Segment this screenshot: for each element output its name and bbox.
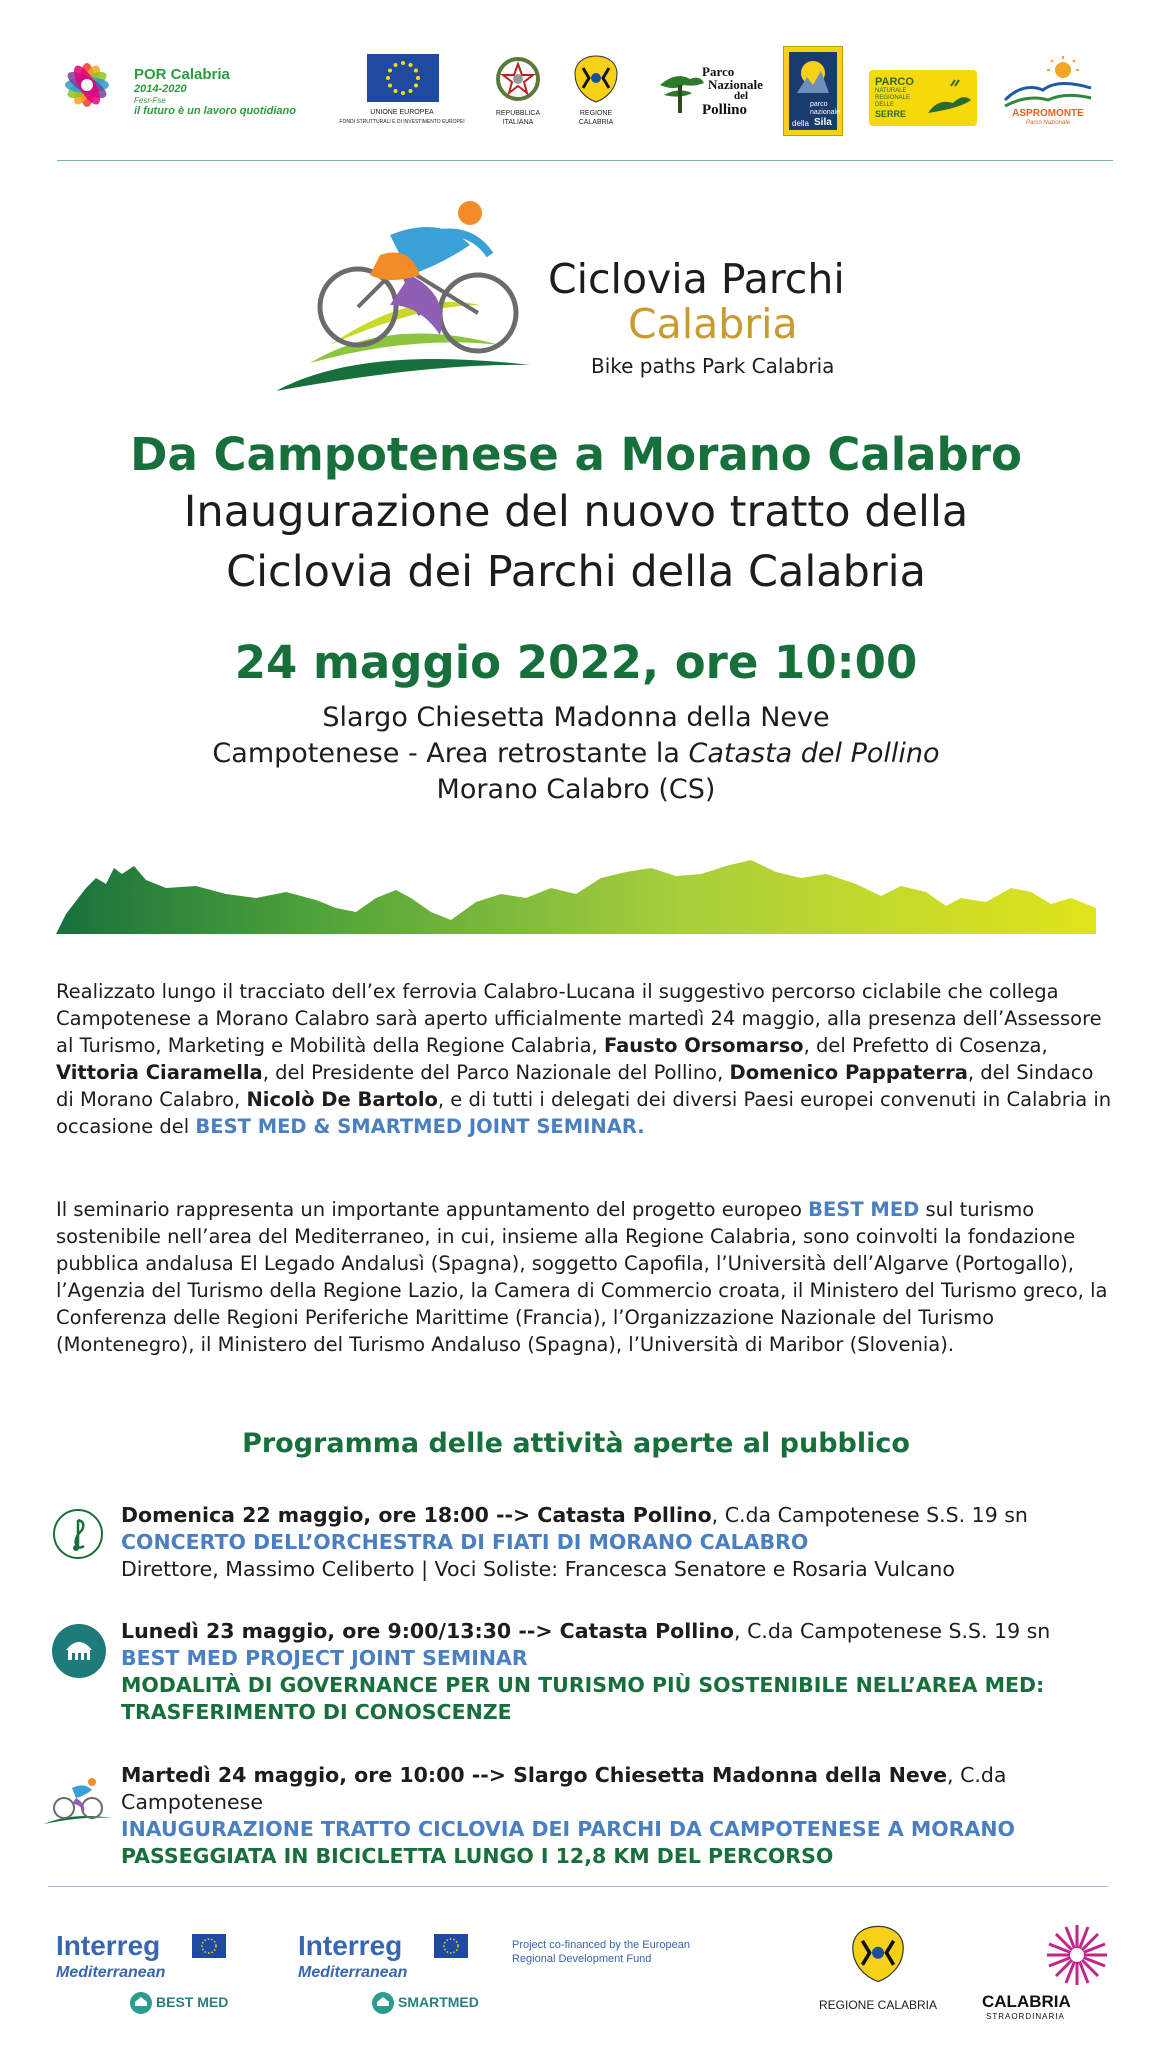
serre-logo — [869, 70, 977, 126]
regione-footer-shield-icon — [850, 1924, 906, 1984]
location-line2-text: Campotenese - Area retrostante la — [212, 738, 689, 769]
intro-paragraph — [56, 978, 1116, 1140]
p1-name-pappaterra: Domenico Pappaterra — [729, 1061, 968, 1084]
p2-bestmed-highlight: BEST MED — [808, 1198, 920, 1221]
aspromonte-sub: Parco Nazionale — [1025, 120, 1071, 126]
eu-sub: FONDI STRUTTURALI E DI INVESTIMENTO EUROPEI — [339, 119, 465, 125]
interreg-bestmed-logo — [56, 1930, 246, 2020]
pollino-line4: Pollino — [702, 102, 748, 118]
serre-line3: REGIONALE — [875, 95, 911, 101]
page-title: Da Campotenese a Morano Calabro — [130, 428, 1022, 481]
location-line2 — [0, 736, 1152, 772]
pollino-logo — [656, 60, 766, 130]
title-sub2: Ciclovia dei Parchi della Calabria — [226, 547, 926, 597]
repubblica-logo — [488, 54, 548, 134]
event-1-address: , C.da Campotenese S.S. 19 sn — [711, 1503, 1028, 1527]
event-item-1 — [121, 1502, 1121, 1583]
por-title: POR Calabria — [134, 66, 230, 83]
p1-text5: , e di tutti i delegati dei diversi Paesi europei convenuti in Calabria in occasione del — [56, 1088, 1112, 1138]
bestmed-icon — [130, 1992, 152, 2014]
interreg-smartmed-logo — [298, 1930, 498, 2020]
serre-deer-icon — [923, 78, 973, 118]
title-sub1: Inaugurazione del nuovo tratto della — [183, 487, 969, 537]
cyclist-icon — [42, 1774, 114, 1826]
p1-text2: , del Prefetto di Cosenza, — [803, 1034, 1048, 1057]
p1-text3: , del Presidente del Parco Nazionale del Pollino, — [262, 1061, 730, 1084]
event-2-address: , C.da Campotenese S.S. 19 sn — [734, 1619, 1051, 1643]
p1-seminar-highlight: BEST MED & SMARTMED JOINT SEMINAR. — [195, 1115, 645, 1138]
interreg1-project: BEST MED — [156, 1994, 229, 2010]
mountain-silhouette — [56, 858, 1096, 934]
por-years: 2014-2020 — [134, 83, 187, 95]
location-line2-italic: Catasta del Pollino — [688, 738, 940, 769]
sila-line3: della — [792, 119, 809, 128]
pollino-line1: Parco — [702, 64, 735, 79]
regione-logo — [566, 54, 626, 134]
event-1-datetime: Domenica 22 maggio, ore 18:00 --> Catasta Pollino — [121, 1503, 712, 1527]
pine-tree-icon — [656, 65, 706, 115]
interreg2-region: Mediterranean — [298, 1964, 408, 1981]
event-3-datetime: Martedì 24 maggio, ore 10:00 --> Slargo Chiesetta Madonna della Neve — [121, 1763, 948, 1787]
p1-name-ciaramella: Vittoria Ciaramella — [56, 1061, 263, 1084]
pollino-line3: del — [734, 90, 749, 102]
aspromonte-logo — [1003, 56, 1093, 136]
header-logos — [0, 40, 1152, 140]
regione-shield-icon — [573, 54, 619, 104]
aspromonte-sun-icon — [1003, 56, 1093, 108]
p2-text1: Il seminario rappresenta un importante appuntamento del progetto europeo — [56, 1198, 809, 1221]
por-slogan: il futuro è un lavoro quotidiano — [134, 105, 296, 117]
eu-logo — [332, 54, 472, 134]
cyclist-logo-icon — [270, 195, 540, 395]
interreg1-name: Interreg — [56, 1930, 161, 1961]
smartmed-icon — [372, 1992, 394, 2014]
event-1-details: Direttore, Massimo Celiberto | Voci Soliste: Francesca Senatore e Rosaria Vulcano — [121, 1557, 955, 1581]
interreg1-eu-flag-icon — [192, 1934, 226, 1958]
interreg2-name: Interreg — [298, 1930, 403, 1961]
seminar-paragraph — [56, 1196, 1116, 1358]
event-date: 24 maggio 2022, ore 10:00 — [234, 636, 918, 689]
sila-logo — [783, 46, 843, 136]
cofinanced-note: Project co-financed by the European Regional Development Fund — [512, 1939, 690, 1965]
repubblica-emblem-icon — [493, 54, 543, 104]
regione-calabria-footer-logo — [818, 1924, 938, 2024]
calabria-flower-icon — [1044, 1922, 1110, 1988]
event-3-heading — [121, 1762, 1121, 1816]
sila-line2: nazionale — [810, 109, 840, 116]
p1-name-orsomarso: Fausto Orsomarso — [603, 1034, 804, 1057]
event-1-title: CONCERTO DELL’ORCHESTRA DI FIATI DI MORANO CALABRO — [121, 1530, 809, 1554]
brand-line3: Bike paths Park Calabria — [591, 354, 835, 378]
calabria-line1: CALABRIA — [982, 1992, 1071, 2011]
building-icon — [52, 1624, 106, 1678]
brand-line1: Ciclovia Parchi — [548, 255, 845, 303]
event-2-heading — [121, 1618, 1121, 1645]
sila-moon-icon — [793, 55, 833, 95]
serre-line4: DELLE — [875, 102, 895, 108]
p1-text4: , del Sindaco di Morano Calabro, — [56, 1061, 1094, 1111]
por-calabria-logo — [52, 50, 322, 120]
event-1-heading — [121, 1502, 1121, 1529]
music-note-icon — [52, 1508, 104, 1560]
aspromonte-label: ASPROMONTE — [1012, 108, 1084, 119]
interreg2-eu-flag-icon — [434, 1934, 468, 1958]
regione-label: REGIONE CALABRIA — [578, 110, 614, 126]
location-line1: Slargo Chiesetta Madonna della Neve — [322, 702, 830, 733]
p1-name-debartolo: Nicolò De Bartolo — [246, 1088, 438, 1111]
repubblica-label: REPUBBLICA ITALIANA — [495, 110, 541, 126]
event-item-2 — [121, 1618, 1121, 1726]
header-divider — [57, 160, 1113, 161]
event-item-3 — [121, 1762, 1121, 1870]
por-flower-icon — [52, 50, 122, 120]
event-2-subtitle-2: TRASFERIMENTO DI CONOSCENZE — [121, 1700, 512, 1724]
brand-line2: Calabria — [628, 300, 798, 348]
eu-label: UNIONE EUROPEA — [370, 109, 434, 116]
por-fund: Fesr-Fse — [134, 96, 166, 105]
p1-text1: Realizzato lungo il tracciato dell’ex ferrovia Calabro-Lucana il suggestivo percorso ciclabile che collega Campotenese a Morano Calabro sarà aperto ufficialmente martedì 24 maggio, alla presenza dell’Assessore al Turismo, Marketing e Mobilità della Regione Calabria, — [56, 980, 1102, 1057]
event-3-subtitle: PASSEGGIATA IN BICICLETTA LUNGO I 12,8 KM DEL PERCORSO — [121, 1844, 834, 1868]
sila-line4: Sila — [814, 117, 832, 128]
event-2-title: BEST MED PROJECT JOINT SEMINAR — [121, 1646, 528, 1670]
program-title: Programma delle attività aperte al pubblico — [242, 1428, 910, 1459]
serre-line1: PARCO — [875, 76, 914, 88]
calabria-straordinaria-logo — [980, 1922, 1120, 2026]
event-3-address: , C.da Campotenese — [121, 1763, 1007, 1814]
interreg2-project: SMARTMED — [398, 1994, 479, 2010]
event-3-title: INAUGURAZIONE TRATTO CICLOVIA DEI PARCHI DA CAMPOTENESE A MORANO — [121, 1817, 1015, 1841]
location-line3: Morano Calabro (CS) — [436, 774, 716, 805]
eu-flag-icon — [367, 54, 439, 102]
sila-line1: parco — [810, 101, 828, 108]
serre-line5: SERRE — [875, 109, 907, 119]
footer-divider — [48, 1886, 1108, 1887]
event-2-subtitle: MODALITÀ DI GOVERNANCE PER UN TURISMO PIÙ SOSTENIBILE NELL’AREA MED: — [121, 1673, 1045, 1697]
interreg1-region: Mediterranean — [56, 1964, 166, 1981]
p2-text2: sul turismo sostenibile nell’area del Mediterraneo, in cui, insieme alla Regione Calabria, sono coinvolti la fondazione pubblica andalusa El Legado Andalusì (Spagna), soggetto Capofila, l’Università dell’Algarve (Portogallo), l’Agenzia del Turismo della Regione Lazio, la Camera di Commercio croata, il Ministero del Turismo greco, la Conferenza delle Regioni Periferiche Marittime (Francia), l’Organizzazione Nazionale del Turismo (Montenegro), il Ministero del Turismo Andaluso (Spagna), l’Università di Maribor (Slovenia). — [56, 1198, 1108, 1356]
calabria-line2: STRAORDINARIA — [986, 2012, 1065, 2021]
event-2-datetime: Lunedì 23 maggio, ore 9:00/13:30 --> Catasta Pollino — [121, 1619, 735, 1643]
regione-footer-label: REGIONE CALABRIA — [818, 1998, 938, 2012]
pollino-line2: Nazionale — [708, 77, 763, 92]
serre-line2: NATURALE — [875, 88, 907, 94]
